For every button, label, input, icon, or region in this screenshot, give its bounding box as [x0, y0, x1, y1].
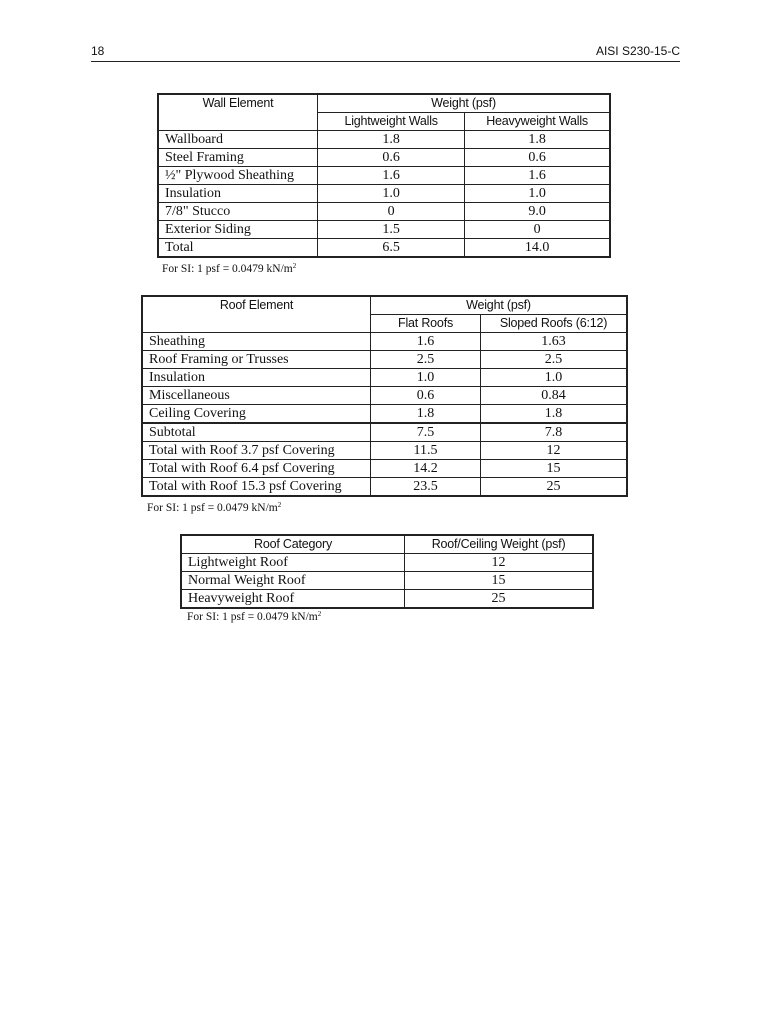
heavy-value: 0.6 — [465, 149, 610, 167]
row-label: 7/8" Stucco — [158, 203, 318, 221]
flat-value: 1.6 — [371, 333, 481, 351]
heavy-value: 1.8 — [465, 131, 610, 149]
page-number: 18 — [91, 44, 105, 58]
flat-value: 1.0 — [371, 369, 481, 387]
lightweight-walls-header: Lightweight Walls — [318, 113, 465, 131]
roof-category-table — [180, 534, 594, 609]
heavy-value: 1.6 — [465, 167, 610, 185]
row-label: Sheathing — [142, 333, 371, 351]
table-row — [181, 554, 593, 572]
weight-value: 12 — [405, 554, 593, 572]
note-text: For SI: 1 psf = 0.0479 kN/m — [147, 502, 278, 514]
table-row — [142, 460, 627, 478]
heavy-value: 9.0 — [465, 203, 610, 221]
table-row — [142, 478, 627, 497]
table-row — [142, 333, 627, 351]
flat-value: 11.5 — [371, 442, 481, 460]
table-row — [142, 351, 627, 369]
light-value: 1.8 — [318, 131, 465, 149]
flat-value: 23.5 — [371, 478, 481, 497]
note-superscript: 2 — [292, 262, 297, 270]
row-label: Wallboard — [158, 131, 318, 149]
table-row — [142, 442, 627, 460]
row-label: Total with Roof 6.4 psf Covering — [142, 460, 371, 478]
note-superscript: 2 — [317, 610, 322, 618]
table-row — [158, 239, 610, 258]
row-label: Subtotal — [142, 423, 371, 442]
table-row — [181, 590, 593, 609]
row-label: Roof Framing or Trusses — [142, 351, 371, 369]
flat-value: 0.6 — [371, 387, 481, 405]
row-label: Insulation — [158, 185, 318, 203]
row-label: Exterior Siding — [158, 221, 318, 239]
page-header — [91, 44, 680, 62]
table-row — [158, 221, 610, 239]
light-value: 0 — [318, 203, 465, 221]
table-row — [158, 167, 610, 185]
wall-weight-group-header: Weight (psf) — [318, 94, 610, 113]
roof-category-header: Roof Category — [181, 535, 405, 554]
table-row — [142, 423, 627, 442]
sloped-roofs-header: Sloped Roofs (6:12) — [481, 315, 627, 333]
sloped-value: 12 — [481, 442, 627, 460]
row-label: Heavyweight Roof — [181, 590, 405, 609]
sloped-value: 0.84 — [481, 387, 627, 405]
light-value: 1.5 — [318, 221, 465, 239]
row-label: Total with Roof 3.7 psf Covering — [142, 442, 371, 460]
document-id: AISI S230-15-C — [595, 44, 680, 58]
heavy-value: 1.0 — [465, 185, 610, 203]
flat-value: 7.5 — [371, 423, 481, 442]
table-row — [142, 387, 627, 405]
table-row — [158, 185, 610, 203]
light-value: 1.0 — [318, 185, 465, 203]
sloped-value: 15 — [481, 460, 627, 478]
roof-weight-table — [141, 295, 628, 497]
row-label: ½" Plywood Sheathing — [158, 167, 318, 185]
table-row — [158, 149, 610, 167]
category-si-note — [187, 610, 321, 623]
row-label: Total with Roof 15.3 psf Covering — [142, 478, 371, 497]
table-row — [142, 369, 627, 387]
flat-value: 2.5 — [371, 351, 481, 369]
note-text: For SI: 1 psf = 0.0479 kN/m — [187, 611, 318, 623]
flat-value: 14.2 — [371, 460, 481, 478]
weight-value: 15 — [405, 572, 593, 590]
table-row — [142, 405, 627, 424]
row-label: Steel Framing — [158, 149, 318, 167]
sloped-value: 25 — [481, 478, 627, 497]
light-value: 6.5 — [318, 239, 465, 258]
light-value: 0.6 — [318, 149, 465, 167]
row-label: Normal Weight Roof — [181, 572, 405, 590]
note-text: For SI: 1 psf = 0.0479 kN/m — [162, 263, 293, 275]
note-superscript: 2 — [277, 501, 282, 509]
table-row — [158, 203, 610, 221]
row-label: Insulation — [142, 369, 371, 387]
row-label: Miscellaneous — [142, 387, 371, 405]
row-label: Total — [158, 239, 318, 258]
sloped-value: 1.63 — [481, 333, 627, 351]
flat-value: 1.8 — [371, 405, 481, 424]
sloped-value: 7.8 — [481, 423, 627, 442]
heavyweight-walls-header: Heavyweight Walls — [465, 113, 610, 131]
heavy-value: 14.0 — [465, 239, 610, 258]
roof-ceiling-weight-header: Roof/Ceiling Weight (psf) — [405, 535, 593, 554]
sloped-value: 1.8 — [481, 405, 627, 424]
row-label: Lightweight Roof — [181, 554, 405, 572]
wall-weight-table — [157, 93, 611, 258]
sloped-value: 2.5 — [481, 351, 627, 369]
flat-roofs-header: Flat Roofs — [371, 315, 481, 333]
table-row — [158, 131, 610, 149]
sloped-value: 1.0 — [481, 369, 627, 387]
weight-value: 25 — [405, 590, 593, 609]
row-label: Ceiling Covering — [142, 405, 371, 424]
roof-si-note — [147, 501, 281, 514]
light-value: 1.6 — [318, 167, 465, 185]
heavy-value: 0 — [465, 221, 610, 239]
roof-element-header: Roof Element — [142, 296, 371, 333]
wall-si-note — [162, 262, 296, 275]
table-row — [181, 572, 593, 590]
wall-element-header: Wall Element — [158, 94, 318, 131]
roof-weight-group-header: Weight (psf) — [371, 296, 628, 315]
